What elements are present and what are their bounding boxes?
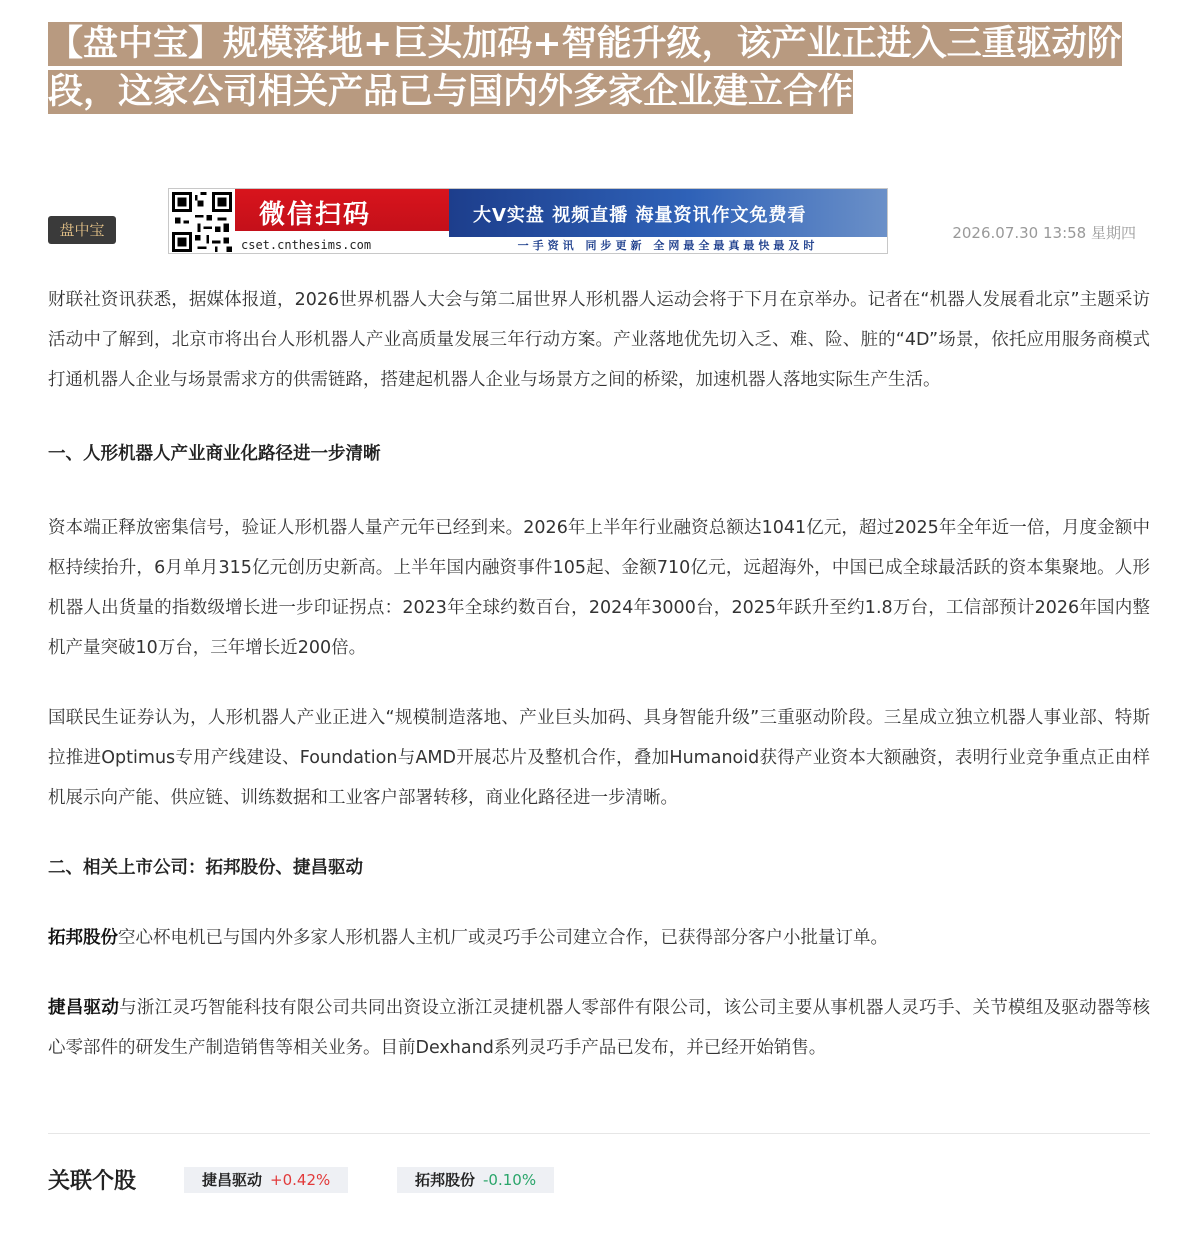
company-name-1: 拓邦股份	[48, 928, 118, 948]
article-body	[48, 280, 1150, 1068]
stock-change: +0.42%	[270, 1171, 331, 1189]
paragraph-capital: 资本端正释放密集信号，验证人形机器人量产元年已经到来。2026年上半年行业融资总额达1041亿元，超过2025年全年近一倍，月度金额中枢持续抬升，6月单月315亿元创历史新高。上半年国内融资事件105起、金额710亿元，远超海外，中国已成全球最活跃的资本集聚地。人形机器人出货量的指数级增长进一步印证拐点：2023年全球约数百台，2024年3000台，2025年跃升至约1.8万台，工信部预计2026年国内整机产量突破10万台，三年增长近200倍。	[48, 518, 1150, 658]
paragraph-intro: 财联社资讯获悉，据媒体报道，2026世界机器人大会与第二届世界人形机器人运动会将于下月在京举办。记者在“机器人发展看北京”主题采访活动中了解到，北京市将出台人形机器人产业高质量发展三年行动方案。产业落地优先切入乏、难、险、脏的“4D”场景，依托应用服务商模式打通机器人企业与场景需求方的供需链路，搭建起机器人企业与场景方之间的桥梁，加速机器人落地实际生产生活。	[48, 290, 1150, 390]
stock-name: 捷昌驱动	[202, 1171, 263, 1189]
article-title-text: 【盘中宝】规模落地+巨头加码+智能升级，该产业正进入三重驱动阶段，这家公司相关产品已与国内外多家企业建立合作	[48, 24, 1122, 112]
paragraph-company-1	[48, 918, 1150, 958]
promo-banner[interactable]	[168, 188, 888, 254]
company-desc-1: 空心杯电机已与国内外多家人形机器人主机厂或灵巧手公司建立合作，已获得部分客户小批量订单。	[118, 928, 888, 948]
stock-chip[interactable]	[184, 1167, 348, 1193]
banner-slogan-panel	[449, 189, 887, 254]
banner-url: cset.cnthesims.com	[241, 238, 372, 252]
company-name-2: 捷昌驱动	[48, 998, 120, 1018]
stock-chip[interactable]	[397, 1167, 554, 1193]
paragraph-company-2	[48, 988, 1150, 1068]
related-stocks-label: 关联个股	[48, 1169, 137, 1194]
article-title	[48, 20, 1150, 116]
section-heading-2: 二、相关上市公司：拓邦股份、捷昌驱动	[48, 858, 363, 878]
qr-code-icon	[169, 189, 235, 254]
article-page	[48, 20, 1151, 1058]
banner-sub-slogan: 一手资讯 同步更新 全网最全最真最快最及时	[449, 237, 887, 254]
company-desc-2: 与浙江灵巧智能科技有限公司共同出资设立浙江灵捷机器人零部件有限公司，该公司主要从事机器人灵巧手、关节模组及驱动器等核心零部件的研发生产制造销售等相关业务。目前Dexhand系列灵巧手产品已发布，并已经开始销售。	[48, 998, 1151, 1058]
banner-slogan: 大V实盘 视频直播 海量资讯作文免费看	[473, 205, 807, 226]
section-heading-1: 一、人形机器人产业商业化路径进一步清晰	[48, 444, 381, 464]
section-divider	[48, 1133, 1150, 1134]
banner-scan-label: 微信扫码	[259, 200, 372, 230]
related-stocks	[48, 1162, 1150, 1198]
source-badge[interactable]: 盘中宝	[48, 216, 116, 244]
banner-scan-panel	[235, 189, 449, 254]
paragraph-analysis: 国联民生证券认为，人形机器人产业正进入“规模制造落地、产业巨头加码、具身智能升级”三重驱动阶段。三星成立独立机器人事业部、特斯拉推进Optimus专用产线建设、Foundation与AMD开展芯片及整机合作，叠加Humanoid获得产业资本大额融资，表明行业竞争重点正由样机展示向产能、供应链、训练数据和工业客户部署转移，商业化路径进一步清晰。	[48, 708, 1150, 808]
article-meta	[48, 188, 1150, 254]
stock-name: 拓邦股份	[415, 1171, 476, 1189]
stock-change: -0.10%	[483, 1171, 537, 1189]
publish-datetime: 2026.07.30 13:58 星期四	[952, 224, 1136, 242]
